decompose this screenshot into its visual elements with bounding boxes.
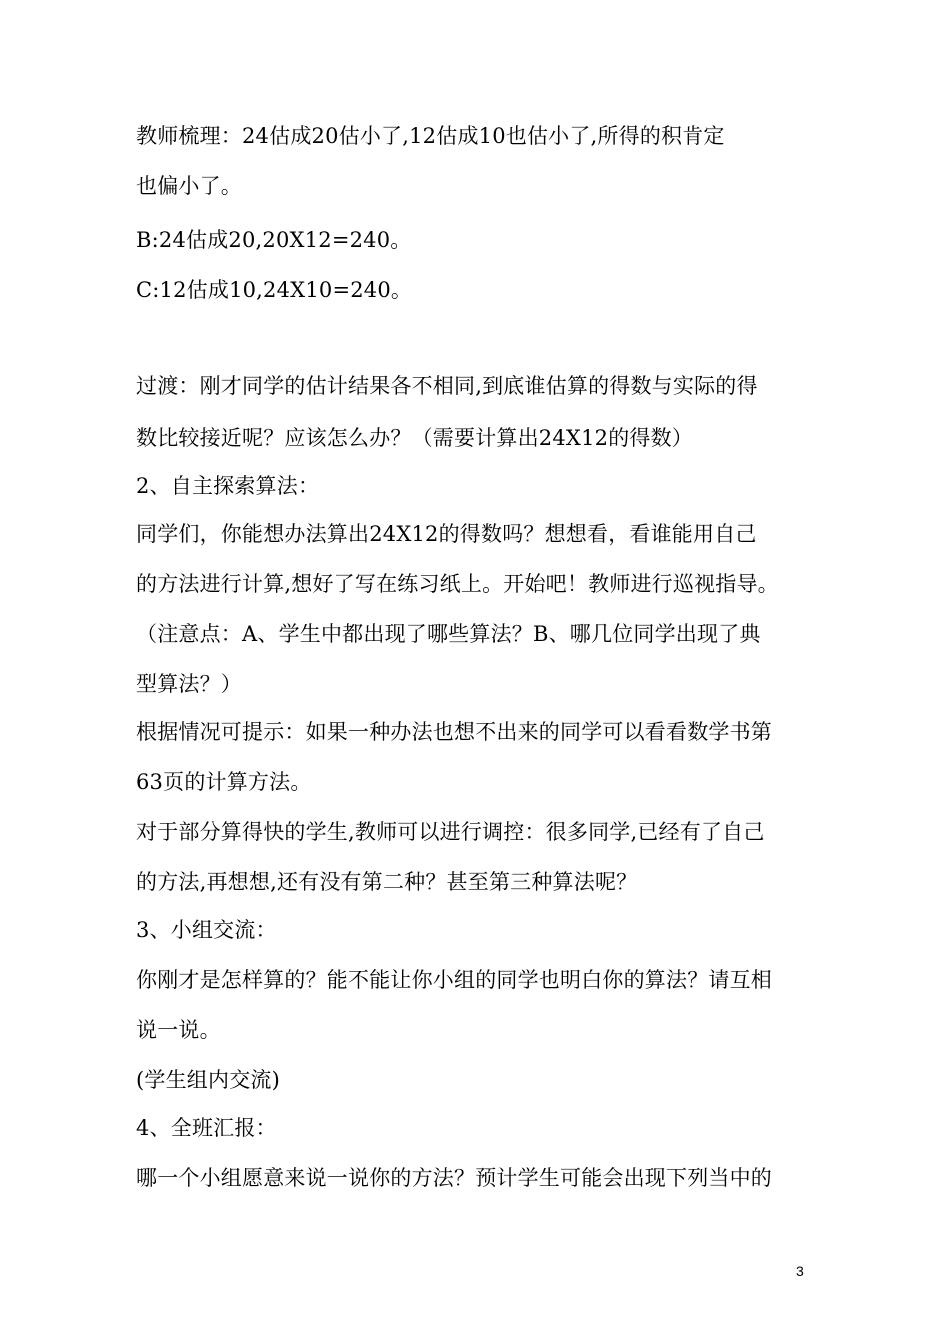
text-line: 说一说。 [136,1018,221,1042]
text-line: 数比较接近呢？应该怎么办？（需要计算出24X12的得数） [136,426,693,450]
text-line: 过渡：刚才同学的估计结果各不相同,到底谁估算的得数与实际的得 [136,374,758,398]
section-heading: 4、全班汇报： [136,1116,277,1140]
text-line: 对于部分算得快的学生,教师可以进行调控：很多同学,已经有了自己 [136,820,765,844]
text-line: B:24估成20,20X12=240。 [136,228,412,252]
text-line: 的方法,再想想,还有没有第二种？甚至第三种算法呢？ [136,870,638,894]
text-line: 教师梳理：24估成20估小了,12估成10也估小了,所得的积肯定 [136,124,725,148]
text-line: 根据情况可提示：如果一种办法也想不出来的同学可以看看数学书第 [136,720,772,744]
section-heading: 3、小组交流： [136,918,277,942]
page-number: 3 [796,1263,804,1279]
text-line: 哪一个小组愿意来说一说你的方法？预计学生可能会出现下列当中的 [136,1166,772,1190]
section-heading: 2、自主探索算法： [136,474,320,498]
text-line: （注意点：A、学生中都出现了哪些算法？B、哪几位同学出现了典 [136,622,761,646]
text-line: C:12估成10,24X10=240。 [136,278,413,302]
text-line: 的方法进行计算,想好了写在练习纸上。开始吧！教师进行巡视指导。 [136,572,779,596]
text-line: 同学们，你能想办法算出24X12的得数吗？想想看，看谁能用自己 [136,522,757,546]
text-line: 63页的计算方法。 [136,770,312,794]
text-line: 也偏小了。 [136,174,242,198]
text-line: 型算法？） [136,672,242,696]
text-line: (学生组内交流) [136,1068,280,1092]
text-line: 你刚才是怎样算的？能不能让你小组的同学也明白你的算法？请互相 [136,968,772,992]
